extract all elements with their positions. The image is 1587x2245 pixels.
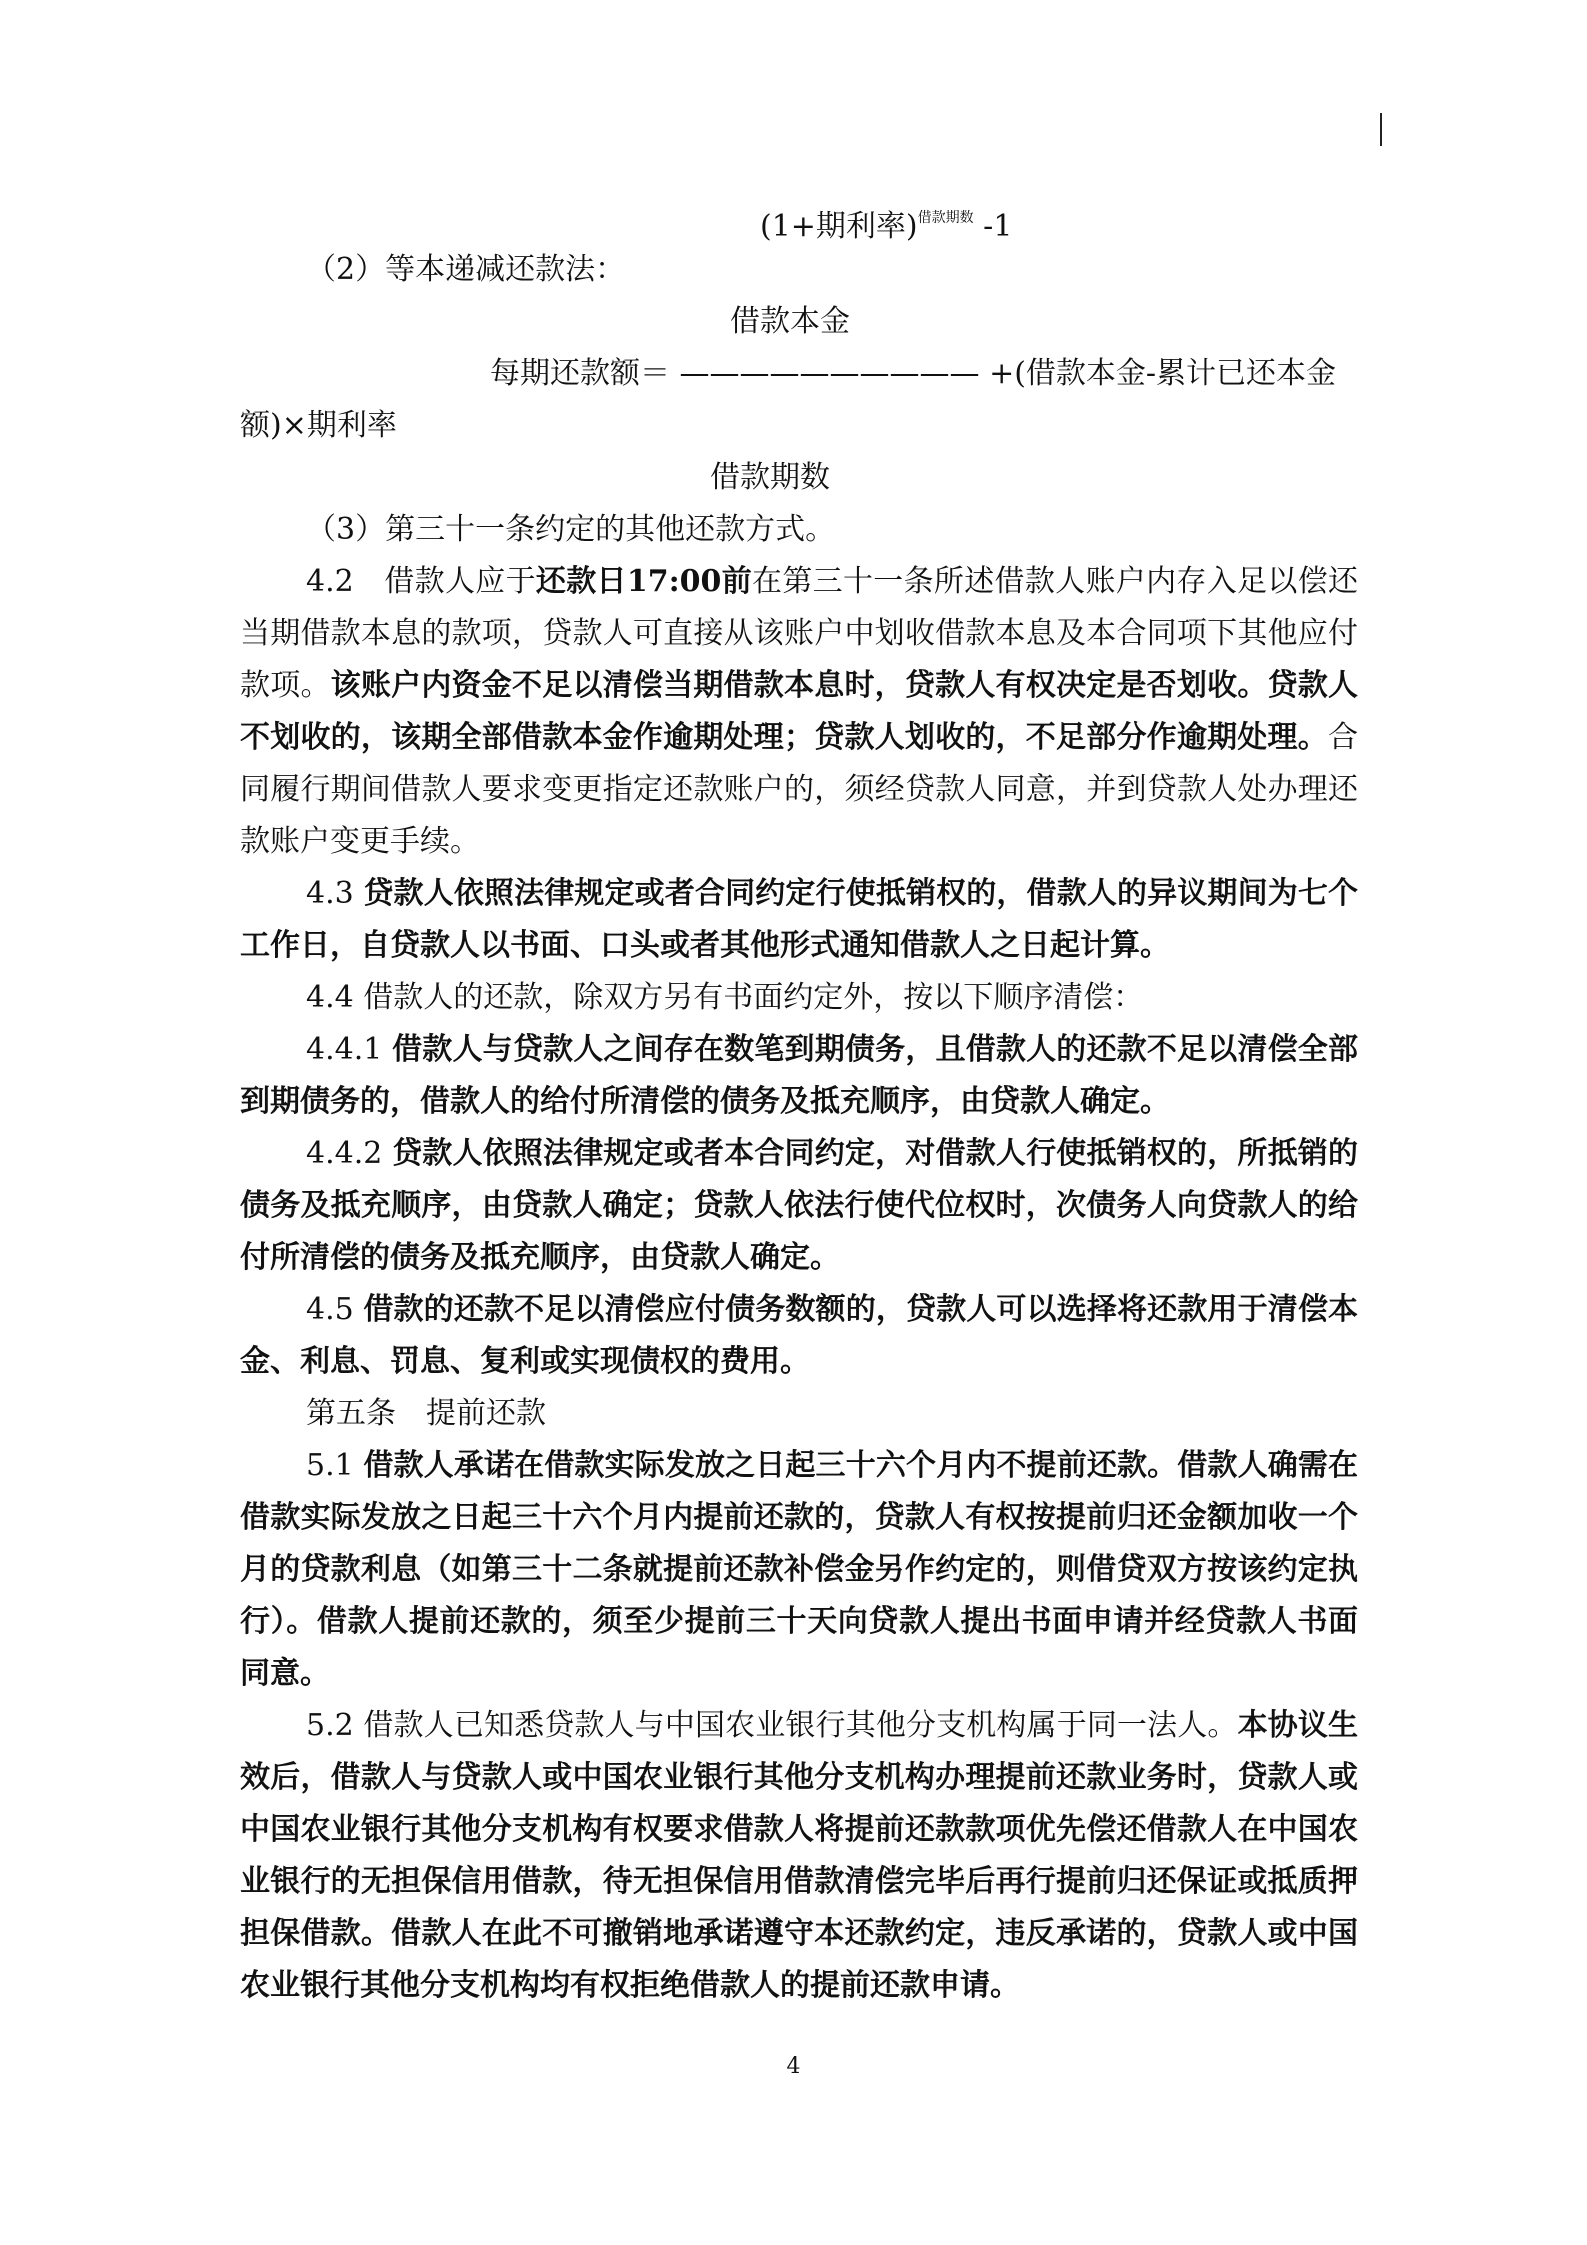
clause-4-2-number: 4.2 借款人应于 xyxy=(306,564,536,599)
clause-5-1-number: 5.1 xyxy=(306,1448,364,1483)
clause-5-2 xyxy=(240,1700,1358,2012)
clause-4-3-body: 贷款人依照法律规定或者合同约定行使抵销权的，借款人的异议期间为七个工作日，自贷款人以书面、口头或者其他形式通知借款人之日起计算。 xyxy=(240,876,1358,963)
method2-heading: （2）等本递减还款法： xyxy=(306,252,626,287)
formula2-lhs: 每期还款额＝ —————————— +(借款本金-累计已还本金 xyxy=(490,356,1337,391)
clause-4-4-1-body: 借款人与贷款人之间存在数笔到期债务，且借款人的还款不足以清偿全部到期债务的，借款人的给付所清偿的债务及抵充顺序，由贷款人确定。 xyxy=(240,1032,1358,1119)
clause-4-4-1-number: 4.4.1 xyxy=(306,1032,393,1067)
clause-4-2-deadline: 还款日17:00前 xyxy=(535,564,753,599)
clause-5-1-body: 借款人承诺在借款实际发放之日起三十六个月内不提前还款。借款人确需在借款实际发放之日起三十六个月内提前还款的，贷款人有权按提前归还金额加收一个月的贷款利息（如第三十二条就提前还款补偿金另作约定的，则借贷双方按该约定执行）。借款人提前还款的，须至少提前三十天向贷款人提出书面申请并经贷款人书面同意。 xyxy=(240,1448,1358,1691)
article-5-title: 第五条 提前还款 xyxy=(306,1396,546,1431)
clause-4-5 xyxy=(240,1284,1358,1388)
formula2-numerator: 借款本金 xyxy=(730,304,850,339)
clause-4-2-tail: 合同履行期间借款人要求变更指定还款账户的，须经贷款人同意，并到贷款人处办理还款账户变更手续。 xyxy=(240,720,1358,859)
clause-4-5-number: 4.5 xyxy=(306,1292,364,1327)
clause-4-3-number: 4.3 xyxy=(306,876,364,911)
clause-4-2-body: 在第三十一条所述借款人账户内存入足以偿还当期借款本息的款项，贷款人可直接从该账户中划收借款本息及本合同项下其他应付款项。 xyxy=(240,564,1358,703)
clause-4-4-1 xyxy=(240,1024,1358,1128)
margin-mark xyxy=(1380,113,1382,146)
clause-4-4-2 xyxy=(240,1128,1358,1284)
clause-4-2 xyxy=(240,556,1358,868)
formula2-denominator: 借款期数 xyxy=(710,460,830,495)
clause-5-2-intro: 5.2 借款人已知悉贷款人与中国农业银行其他分支机构属于同一法人。 xyxy=(306,1708,1238,1743)
clause-5-2-body: 本协议生效后，借款人与贷款人或中国农业银行其他分支机构办理提前还款业务时，贷款人或中国农业银行其他分支机构有权要求借款人将提前还款款项优先偿还借款人在中国农业银行的无担保信用借款，待无担保信用借款清偿完毕后再行提前归还保证或抵质押担保借款。借款人在此不可撤销地承诺遵守本还款约定，违反承诺的，贷款人或中国农业银行其他分支机构均有权拒绝借款人的提前还款申请。 xyxy=(240,1708,1359,2003)
page-number: 4 xyxy=(786,2054,801,2079)
clause-4-3 xyxy=(240,868,1358,972)
formula-exponent: 借款期数 xyxy=(917,210,974,226)
clause-4-5-body: 借款的还款不足以清偿应付债务数额的，贷款人可以选择将还款用于清偿本金、利息、罚息、复利或实现债权的费用。 xyxy=(240,1292,1358,1379)
document-body xyxy=(240,192,1358,2012)
method3-text: （3）第三十一条约定的其他还款方式。 xyxy=(306,512,836,547)
formula-denominator-line xyxy=(240,192,1358,244)
clause-4-2-bold-body: 该账户内资金不足以清偿当期借款本息时，贷款人有权决定是否划收。贷款人不划收的，该期全部借款本金作逾期处理；贷款人划收的，不足部分作逾期处理。 xyxy=(240,668,1359,755)
formula-base: (1+期利率) xyxy=(760,209,918,244)
clause-4-4-2-body: 贷款人依照法律规定或者本合同约定，对借款人行使抵销权的，所抵销的债务及抵充顺序，由贷款人确定；贷款人依法行使代位权时，次债务人向贷款人的给付所清偿的债务及抵充顺序，由贷款人确定。 xyxy=(240,1136,1358,1275)
clause-4-4-2-number: 4.4.2 xyxy=(306,1136,393,1171)
formula2-continuation: 额)×期利率 xyxy=(240,408,397,443)
clause-4-4: 4.4 借款人的还款，除双方另有书面约定外，按以下顺序清偿： xyxy=(306,980,1144,1015)
formula-suffix: -1 xyxy=(973,209,1013,244)
clause-5-1 xyxy=(240,1440,1358,1700)
